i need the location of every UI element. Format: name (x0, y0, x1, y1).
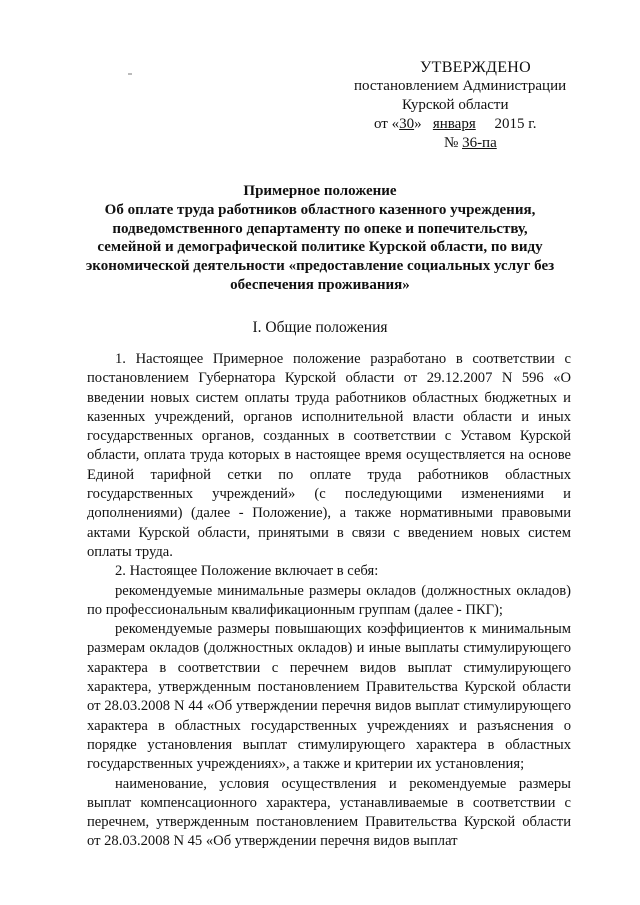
paragraph: 2. Настоящее Положение включает в себя: (115, 563, 379, 580)
approval-block (340, 58, 570, 153)
document-body (87, 350, 571, 852)
date-year: 2015 г. (494, 116, 537, 132)
paragraph: рекомендуемые минимальные размеры окладов (должностных окладов) по профессиональным квалификационным группам (далее - ПКГ); (87, 582, 571, 618)
scan-mark (128, 73, 132, 75)
title-line: Примерное положение (243, 183, 397, 199)
approval-issuer: постановлением Администрации (354, 78, 567, 94)
title-line: семейной и демографической политике Курской области, по виду (97, 239, 543, 256)
approval-region: Курской области (402, 97, 509, 113)
approval-number (340, 134, 570, 153)
date-month: января (432, 116, 476, 132)
date-day: 30 (399, 116, 415, 132)
approval-date (340, 115, 570, 134)
title-line: подведомственного департаменту по опеке и попечительству, (112, 220, 528, 237)
paragraph: рекомендуемые размеры повышающих коэффициентов к минимальным размерам окладов (должностных окладов) и иные выплаты стимулирующего характера в соответствии с перечнем видов выплат стимулирующего характера, утвержденным постановлением Правительства Курской области от 28.03.2008 N 44 «Об утверждении перечня видов выплат стимулирующего характера в областных государственных учреждениях и разъяснения о порядке установления выплат стимулирующего характера в областных государственных учреждениях», а также и критерии их установления; (87, 621, 571, 773)
title-line: обеспечения проживания» (230, 276, 410, 293)
paragraph: наименование, условия осуществления и рекомендуемые размеры выплат компенсационного характера, устанавливаемые в соответствии с перечнем, утвержденным постановлением Правительства Курской области от 28.03.2008 N 45 «Об утверждении перечня видов выплат (87, 775, 571, 850)
number-value: 36-па (462, 135, 497, 151)
document-title (80, 182, 560, 295)
section-heading: I. Общие положения (252, 319, 388, 336)
title-line: экономической деятельности «предоставление социальных услуг без (85, 258, 555, 275)
title-line: Об оплате труда работников областного казенного учреждения, (104, 201, 536, 218)
date-prefix: от « (374, 116, 400, 132)
number-prefix: № (444, 135, 463, 151)
paragraph: 1. Настоящее Примерное положение разработано в соответствии с постановлением Губернатора Курской области от 29.12.2007 N 596 «О введении новых систем оплаты труда работников областных бюджетных и казенных учреждений, органов исполнительной власти области и иных государственных органов, созданных в соответствии с Уставом Курской области, оплата труда которых в настоящее время осуществляется на основе Единой тарифной сетки по оплате труда работников областных государственных учреждений» (с последующими изменениями и дополнениями) (далее - Положение), а также нормативными правовыми актами Курской области, принятыми в связи с введением новых систем оплаты труда. (87, 351, 571, 560)
date-mid: » (414, 116, 422, 132)
approval-title: УТВЕРЖДЕНО (420, 59, 532, 76)
